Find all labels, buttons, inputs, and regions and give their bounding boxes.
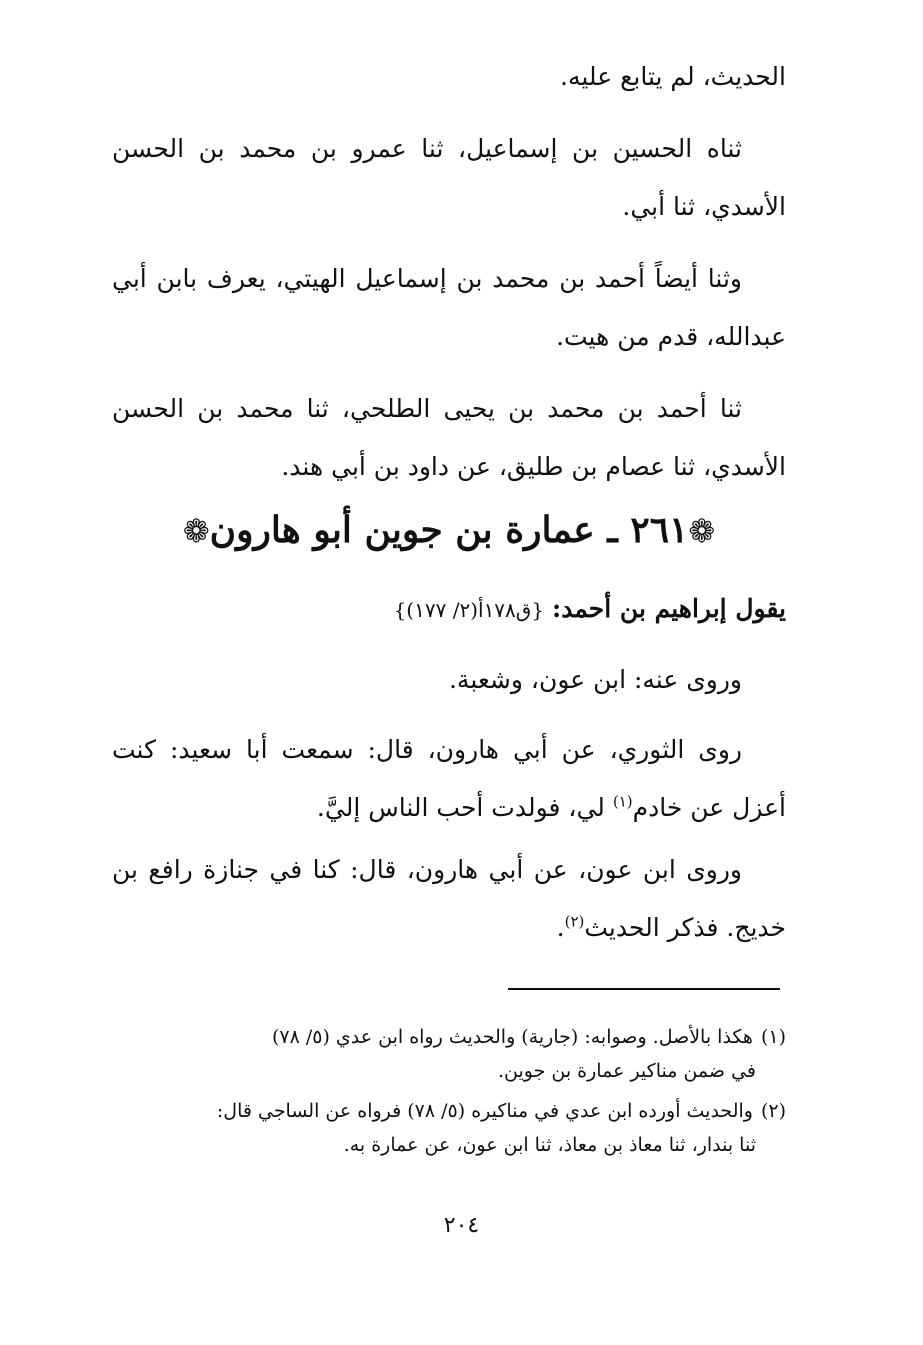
- footnote-1-number: (١): [760, 1026, 786, 1048]
- paragraph-6-text-a: روى الثوري، عن أبي هارون، قال: سمعت أبا سعيد: كنت أعزل عن خادم: [112, 735, 786, 822]
- paragraph-6: [112, 721, 786, 837]
- ornament-left-icon: ❁: [182, 512, 210, 550]
- footnote-ref-1: (١): [612, 792, 633, 811]
- footnote-2: [112, 1094, 786, 1162]
- footnote-1-line1: هكذا بالأصل. وصوابه: (جارية) والحديث رواه ابن عدي (٥/ ٧٨): [271, 1026, 753, 1048]
- footnote-2-line2: ثنا بندار، ثنا معاذ بن معاذ، ثنا ابن عون، عن عمارة به.: [343, 1134, 756, 1156]
- section-heading: [112, 500, 786, 561]
- footnote-1-line2: في ضمن مناكير عمارة بن جوين.: [497, 1060, 756, 1082]
- heading-title: ٢٦١ ـ عمارة بن جوين أبو هارون: [209, 509, 689, 551]
- paragraph-2: ثناه الحسين بن إسماعيل، ثنا عمرو بن محمد بن الحسن الأسدي، ثنا أبي.: [112, 134, 786, 221]
- paragraph-7: [112, 841, 786, 957]
- paragraph-7-text-a: وروى ابن عون، عن أبي هارون، قال: كنا في جنازة رافع بن خديج. فذكر الحديث: [112, 855, 786, 942]
- footnote-1: [112, 1020, 786, 1088]
- footnotes: [112, 1020, 786, 1168]
- paragraph-1: الحديث، لم يتابع عليه.: [560, 62, 786, 91]
- footnote-separator: [508, 988, 780, 990]
- speaker-line: [112, 580, 786, 639]
- footnote-2-line1: والحديث أورده ابن عدي في مناكيره (٥/ ٧٨) فرواه عن الساجي قال:: [216, 1100, 753, 1122]
- paragraph-3: وثنا أيضاً أحمد بن محمد بن إسماعيل الهيتي، يعرف بابن أبي عبدالله، قدم من هيت.: [112, 264, 786, 351]
- paragraph-4: ثنا أحمد بن محمد بن يحيى الطلحي، ثنا محمد بن الحسن الأسدي، ثنا عصام بن طليق، عن داود بن أبي هند.: [112, 394, 786, 481]
- paragraph-5: وروى عنه: ابن عون، وشعبة.: [448, 665, 742, 694]
- page-number: ٢٠٤: [443, 1213, 480, 1238]
- body-text-top: [112, 48, 786, 496]
- footnote-2-number: (٢): [760, 1100, 786, 1122]
- footnote-ref-2: (٢): [564, 912, 585, 931]
- paragraph-6-text-b: لي، فولدت أحب الناس إليَّ.: [316, 793, 613, 822]
- body-text-entry: [112, 580, 786, 957]
- manuscript-reference: {ق١٧٨أ(٢/ ١٧٧)}: [393, 598, 545, 622]
- paragraph-7-text-b: .: [556, 913, 565, 942]
- ornament-right-icon: ❁: [688, 512, 716, 550]
- speaker-name: يقول إبراهيم بن أحمد:: [552, 594, 786, 623]
